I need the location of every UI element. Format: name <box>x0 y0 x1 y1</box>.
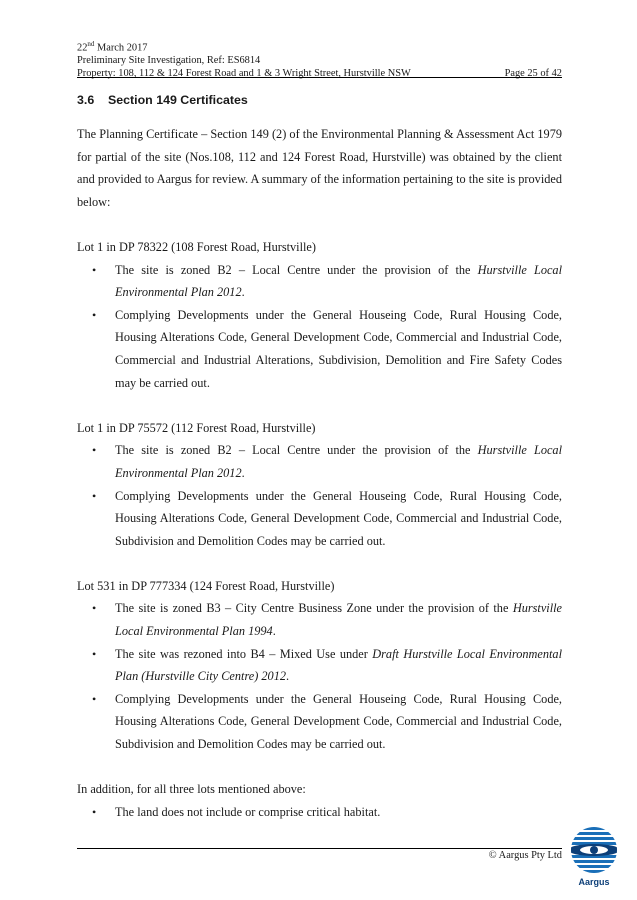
section-number: 3.6 <box>77 93 95 107</box>
list-item: • The site was rezoned into B4 – Mixed Use under Draft Hurstville Local Environmental Plan (Hurstville City Centre) 2012. <box>77 643 562 688</box>
lot2-list <box>77 439 562 552</box>
lot-heading: Lot 1 in DP 75572 (112 Forest Road, Hurstville) <box>77 420 316 435</box>
list-item: • The land does not include or comprise critical habitat. <box>77 801 562 824</box>
document-body <box>77 123 562 823</box>
list-item: • Complying Developments under the General Houseing Code, Rural Housing Code, Housing Alterations Code, General Development Code, Commercial and Industrial Code, Subdivision and Demolition Codes may be carried out. <box>77 485 562 553</box>
header-divider <box>77 77 562 78</box>
footer-divider <box>77 848 562 849</box>
list-item: • Complying Developments under the General Houseing Code, Rural Housing Code, Housing Alterations Code, General Development Code, Commercial and Industrial Code, Subdivision and Demolition Codes may be carried out. <box>77 688 562 756</box>
header-property: Property: 108, 112 & 124 Forest Road and 1 & 3 Wright Street, Hurstville NSW <box>77 67 411 79</box>
bullet-icon: • <box>92 804 97 819</box>
section-heading <box>77 93 248 107</box>
footer-copyright: © Aargus Pty Ltd <box>488 850 562 861</box>
header-report-ref: Preliminary Site Investigation, Ref: ES6814 <box>77 55 261 67</box>
bullet-icon: • <box>92 691 97 706</box>
section-title: Section 149 Certificates <box>108 93 248 107</box>
header-page-number: Page 25 of 42 <box>504 67 562 79</box>
bullet-icon: • <box>92 262 97 277</box>
logo-wordmark: Aargus <box>578 877 610 887</box>
page-header <box>77 38 562 80</box>
bullet-icon: • <box>92 601 97 616</box>
list-item: • The site is zoned B3 – City Centre Business Zone under the provision of the Hurstville Local Environmental Plan 1994. <box>77 597 562 642</box>
lot3-list <box>77 597 562 755</box>
addition-paragraph: In addition, for all three lots mentioned above: <box>77 782 306 797</box>
lot1-list <box>77 259 562 395</box>
addition-list <box>77 801 562 824</box>
bullet-icon: • <box>92 646 97 661</box>
list-item: • Complying Developments under the General Houseing Code, Rural Housing Code, Housing Alterations Code, General Development Code, Commercial and Industrial Code, Commercial and Industrial Alterations, Subdivision, Demolition and Fire Safety Codes may be carried out. <box>77 304 562 394</box>
aargus-logo-icon <box>567 826 621 888</box>
bullet-icon: • <box>92 307 97 322</box>
intro-paragraph: The Planning Certificate – Section 149 (2) of the Environmental Planning & Assessment Act 1979 for partial of the site (Nos.108, 112 and 124 Forest Road, Hurstville) was obtained by the client and provided to Aargus for review. A summary of the information pertaining to the site is provided below: <box>77 127 562 209</box>
lot-heading: Lot 531 in DP 777334 (124 Forest Road, Hurstville) <box>77 578 335 593</box>
bullet-icon: • <box>92 488 97 503</box>
bullet-icon: • <box>92 443 97 458</box>
header-date: 22nd March 2017 <box>77 40 148 54</box>
lot-heading: Lot 1 in DP 78322 (108 Forest Road, Hurstville) <box>77 239 316 254</box>
list-item: • The site is zoned B2 – Local Centre under the provision of the Hurstville Local Environmental Plan 2012. <box>77 259 562 304</box>
list-item: • The site is zoned B2 – Local Centre under the provision of the Hurstville Local Environmental Plan 2012. <box>77 439 562 484</box>
header-property-line <box>77 68 562 81</box>
